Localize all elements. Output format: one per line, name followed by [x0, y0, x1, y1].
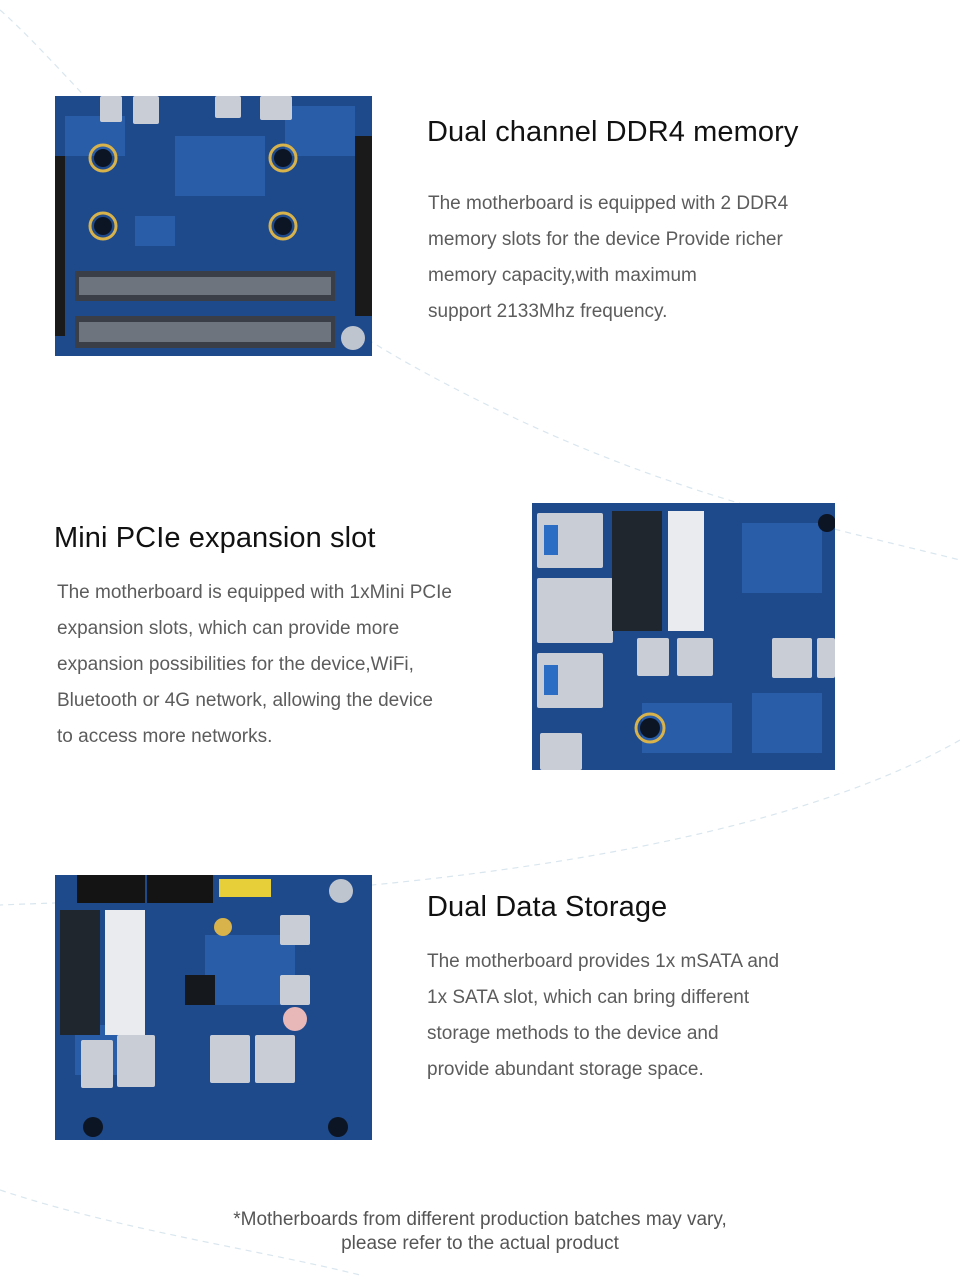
section-body-dual-storage: [427, 944, 779, 1088]
body-line: provide abundant storage space.: [427, 1059, 704, 1080]
body-line: Bluetooth or 4G network, allowing the device: [57, 690, 433, 711]
body-line: memory capacity,with maximum: [428, 265, 697, 286]
body-line: expansion possibilities for the device,WiFi,: [57, 654, 414, 675]
body-line: memory slots for the device Provide richer: [428, 229, 783, 250]
section-title-dual-storage: Dual Data Storage: [427, 891, 668, 923]
section-body-mini-pcie: [57, 575, 452, 755]
dual-storage-photo: [55, 875, 372, 1140]
ddr4-memory-photo: [55, 96, 372, 356]
footnote-line: *Motherboards from different production batches may vary,: [233, 1209, 727, 1230]
section-title-ddr4: Dual channel DDR4 memory: [427, 116, 799, 148]
footnote-line: please refer to the actual product: [341, 1233, 619, 1254]
section-title-mini-pcie: Mini PCIe expansion slot: [54, 522, 376, 554]
body-line: storage methods to the device and: [427, 1023, 719, 1044]
body-line: The motherboard is equipped with 1xMini PCIe: [57, 582, 452, 603]
footnote: [0, 1208, 960, 1256]
section-body-ddr4: [428, 186, 788, 330]
body-line: support 2133Mhz frequency.: [428, 301, 668, 322]
body-line: 1x SATA slot, which can bring different: [427, 987, 750, 1008]
body-line: to access more networks.: [57, 726, 273, 747]
body-line: expansion slots, which can provide more: [57, 618, 400, 639]
body-line: The motherboard is equipped with 2 DDR4: [428, 193, 789, 214]
mini-pcie-photo: [532, 503, 835, 770]
body-line: The motherboard provides 1x mSATA and: [427, 951, 780, 972]
